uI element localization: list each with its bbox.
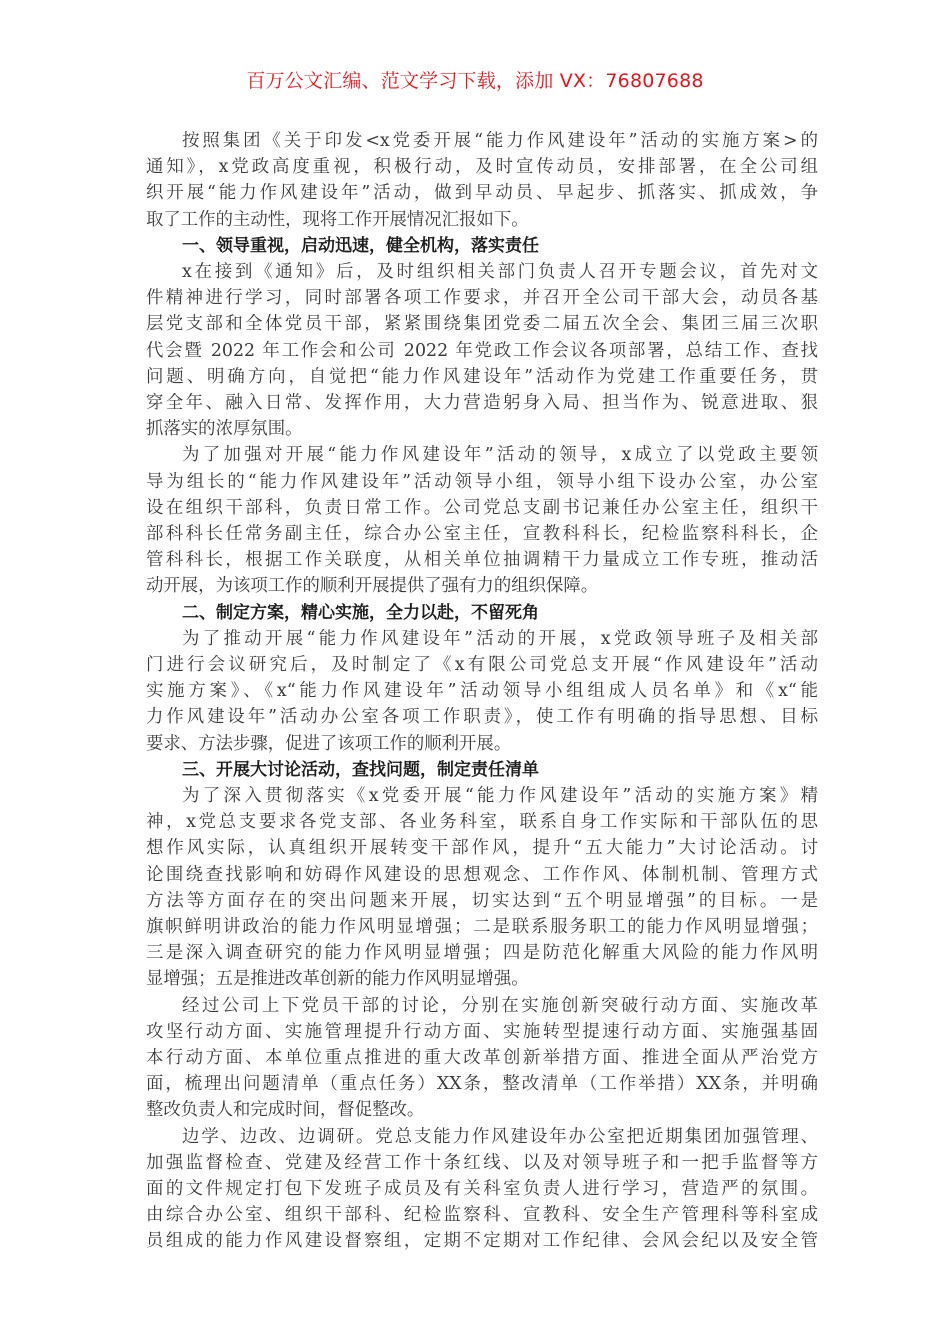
paragraph-line: 经过公司上下党员干部的讨论，分别在实施创新突破行动方面、实施改革 [182, 995, 818, 1016]
paragraph-line: 取了工作的主动性，现将工作开展情况汇报如下。 [146, 209, 529, 230]
paragraph-line: 为了深入贯彻落实《x党委开展“能力作风建设年”活动的实施方案》精 [182, 786, 818, 806]
paragraph-line: x在接到《通知》后，及时组织相关部门负责人召开专题会议，首先对文 [182, 262, 818, 282]
paragraph-line: 显增强；五是推进改革创新的能力作风明显增强。 [146, 969, 529, 990]
paragraph-line: 为了加强对开展“能力作风建设年”活动的领导，x成立了以党政主要领 [182, 445, 818, 466]
paragraph-line: 抓落实的浓厚氛围。 [146, 419, 303, 440]
paragraph-line: 由综合办公室、组织干部科、纪检监察科、宣教科、安全生产管理科等科室成 [146, 1205, 818, 1226]
paragraph-line: 通知》，x党政高度重视，积极行动，及时宣传动员，安排部署，在全公司组 [146, 157, 818, 178]
paragraph-line: 设在组织干部科，负责日常工作。公司党总支副书记兼任办公室主任，组织干 [146, 497, 818, 518]
paragraph-line: 门进行会议研究后，及时制定了《x有限公司党总支开展“作风建设年”活动 [146, 655, 818, 675]
section-heading: 二、制定方案，精心实施，全力以赴，不留死角 [182, 602, 539, 623]
section-heading: 三、开展大讨论活动，查找问题，制定责任清单 [182, 759, 539, 780]
paragraph-line: 管科科长，根据工作关联度，从相关单位抽调精干力量成立工作专班，推动活 [146, 550, 818, 571]
paragraph-line: 本行动方面、本单位重点推进的重大改革创新举措方面、推进全面从严治党方 [146, 1048, 818, 1068]
paragraph-line: 要求、方法步骤，促进了该项工作的顺利开展。 [146, 733, 512, 754]
paragraph-line: 方法等方面存在的突出问题来开展，切实达到“五个明显增强”的目标。一是 [146, 890, 818, 911]
paragraph-line: 三是深入调查研究的能力作风明显增强；四是防范化解重大风险的能力作风明 [146, 943, 818, 964]
paragraph-line: 导为组长的“能力作风建设年”活动领导小组，领导小组下设办公室，办公室 [146, 471, 818, 492]
paragraph-line: 织开展“能力作风建设年”活动，做到早动员、早起步、抓落实、抓成效，争 [146, 183, 818, 204]
paragraph-line: 件精神进行学习，同时部署各项工作要求，并召开全公司干部大会，动员各基 [146, 288, 818, 309]
paragraph-line: 想作风实际，认真组织开展转变干部作风，提升“五大能力”大讨论活动。讨 [146, 838, 818, 859]
paragraph-line: 实施方案》、《x“能力作风建设年”活动领导小组组成人员名单》和《x“能 [146, 681, 818, 702]
paragraph-line: 问题、明确方向，自觉把“能力作风建设年”活动作为党建工作重要任务，贯 [146, 366, 818, 387]
paragraph-line: 面的文件规定打包下发班子成员及有关科室负责人进行学习，营造严的氛围。 [146, 1179, 818, 1199]
paragraph-line: 攻坚行动方面、实施管理提升行动方面、实施转型提速行动方面、实施强基固 [146, 1021, 818, 1042]
paragraph-line: 边学、边改、边调研。党总支能力作风建设年办公室把近期集团加强管理、 [182, 1126, 818, 1147]
paragraph-line: 为了推动开展“能力作风建设年”活动的开展，x党政领导班子及相关部 [182, 628, 818, 649]
paragraph-line: 穿全年、融入日常、发挥作用，大力营造躬身入局、担当作为、锐意进取、狠 [146, 393, 818, 413]
paragraph-line: 旗帜鲜明讲政治的能力作风明显增强；二是联系服务职工的能力作风明显增强； [146, 917, 818, 937]
section-heading: 一、领导重视，启动迅速，健全机构，落实责任 [182, 235, 539, 256]
paragraph-line: 论围绕查找影响和妨碍作风建设的思想观念、工作作风、体制机制、管理方式 [146, 864, 818, 885]
paragraph-line: 员组成的能力作风建设督察组，定期不定期对工作纪律、会风会纪以及安全管 [146, 1231, 818, 1252]
paragraph-line: 整改负责人和完成时间，督促整改。 [146, 1100, 425, 1121]
watermark-banner: 百万公文汇编、范文学习下载，添加 VX：76807688 [246, 70, 704, 92]
paragraph-line: 力作风建设年”活动办公室各项工作职责》，使工作有明确的指导思想、目标 [146, 707, 818, 728]
paragraph-line: 面，梳理出问题清单（重点任务）XX条，整改清单（工作举措）XX条，并明确 [146, 1074, 818, 1095]
paragraph-line: 神，x党总支要求各党支部、各业务科室，联系自身工作实际和干部队伍的思 [146, 812, 818, 833]
paragraph-line: 按照集团《关于印发<x党委开展“能力作风建设年”活动的实施方案>的 [182, 131, 818, 151]
paragraph-line: 层党支部和全体党员干部，紧紧围绕集团党委二届五次全会、集团三届三次职 [146, 314, 818, 335]
paragraph-line: 代会暨 2022 年工作会和公司 2022 年党政工作会议各项部署，总结工作、查找 [146, 340, 818, 361]
paragraph-line: 部科科长任常务副主任，综合办公室主任，宣教科科长，纪检监察科科长，企 [146, 524, 818, 544]
paragraph-line: 加强监督检查、党建及经营工作十条红线、以及对领导班子和一把手监督等方 [146, 1152, 818, 1173]
paragraph-line: 动开展，为该项工作的顺利开展提供了强有力的组织保障。 [146, 576, 599, 597]
